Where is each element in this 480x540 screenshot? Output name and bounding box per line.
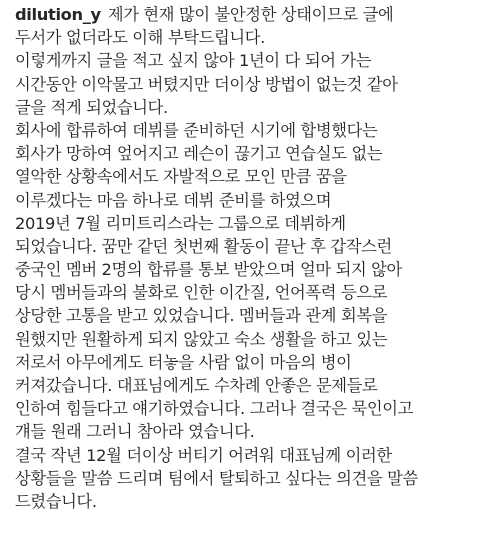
- caption-line: 드렸습니다.: [15, 491, 97, 511]
- username-link[interactable]: dilution_y: [15, 5, 101, 24]
- caption-line: 인하여 힘들다고 얘기하였습니다. 그러나 결국은 묵인이고: [15, 399, 414, 419]
- caption-line: 이루겠다는 마음 하나로 데뷔 준비를 하였으며: [15, 190, 332, 210]
- caption-line: 상황들을 말씀 드리며 팀에서 탈퇴하고 싶다는 의견을 말씀: [15, 468, 418, 488]
- caption-line: 회사에 합류하여 데뷔를 준비하던 시기에 합병했다는: [15, 120, 378, 140]
- post-caption: [15, 3, 475, 513]
- caption-line: 상당한 고통을 받고 있었습니다. 멤버들과 관계 회복을: [15, 306, 388, 326]
- caption-line: 원했지만 원활하게 되지 않았고 숙소 생활을 하고 있는: [15, 329, 388, 349]
- caption-line: 이렇게까지 글을 적고 싶지 않아 1년이 다 되어 가는: [15, 51, 372, 71]
- caption-line: 회사가 망하여 엎어지고 레슨이 끊기고 연습실도 없는: [15, 144, 383, 164]
- caption-line: 걔들 원래 그러니 참아라 였습니다.: [15, 422, 255, 442]
- caption-line: [15, 3, 475, 26]
- caption-line: 되었습니다. 꿈만 같던 첫번째 활동이 끝난 후 갑작스런: [15, 236, 392, 256]
- caption-line: 중국인 멤버 2명의 합류를 통보 받았으며 얼마 되지 않아: [15, 260, 402, 280]
- caption-line: 당시 멤버들과의 불화로 인한 이간질, 언어폭력 등으로: [15, 283, 388, 303]
- caption-line: 저로서 아무에게도 터놓을 사람 없이 마음의 병이: [15, 352, 352, 372]
- caption-text: 제가 현재 많이 불안정한 상태이므로 글에: [107, 5, 394, 24]
- caption-line: 결국 작년 12월 더이상 버티기 어려워 대표님께 이러한: [15, 445, 392, 465]
- caption-line: 글을 적게 되었습니다.: [15, 97, 168, 117]
- caption-line: 2019년 7월 리미트리스라는 그룹으로 데뷔하게: [15, 213, 346, 233]
- caption-line: 커져갔습니다. 대표님에게도 수차례 안좋은 문제들로: [15, 376, 378, 395]
- caption-line: 시간동안 이악물고 버텼지만 더이상 방법이 없는것 같아: [15, 74, 398, 94]
- caption-line: 두서가 없더라도 이해 부탁드립니다.: [15, 28, 265, 48]
- caption-line: 열악한 상황속에서도 자발적으로 모인 만큼 꿈을: [15, 167, 347, 187]
